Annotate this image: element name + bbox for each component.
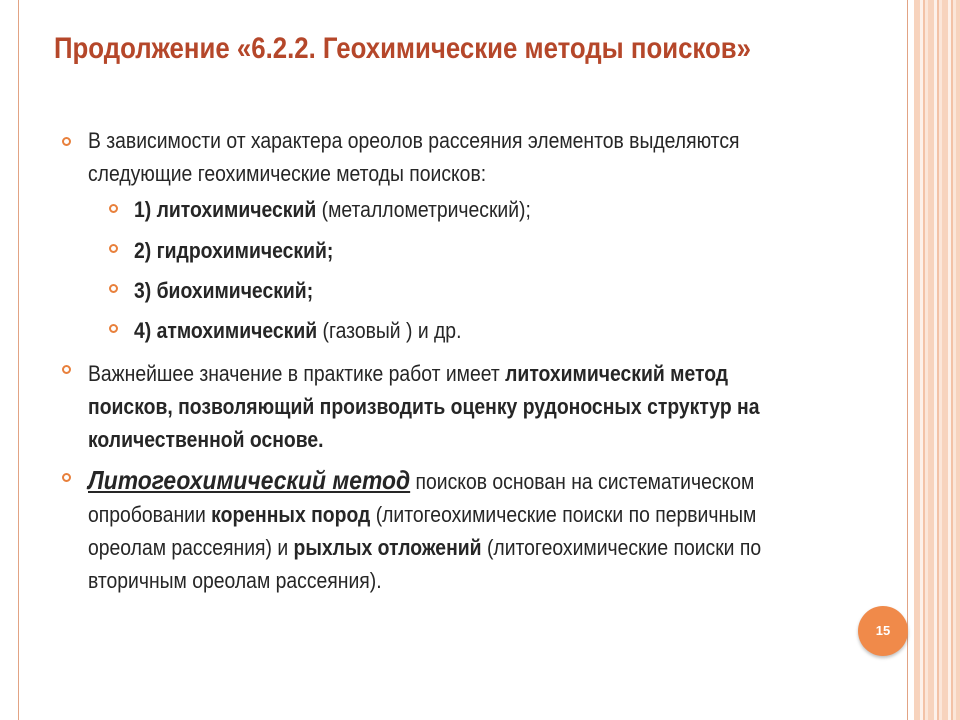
paragraph-text: ореолам рассеяния) и xyxy=(88,535,294,560)
method-note: (газовый ) и др. xyxy=(317,318,462,343)
method-note: (металлометрический); xyxy=(316,197,531,222)
paragraph-line: количественной основе. xyxy=(88,427,324,452)
method-name: 4) атмохимический xyxy=(134,318,318,343)
bullet-icon xyxy=(109,284,118,293)
paragraph-bold: коренных пород xyxy=(211,502,371,527)
method-item xyxy=(134,274,338,307)
paragraph-importance xyxy=(88,357,851,456)
paragraph-text: (литогеохимические поиски по первичным xyxy=(370,502,757,527)
bullet-icon xyxy=(109,324,118,333)
slide-number-badge: 15 xyxy=(858,606,908,656)
method-item xyxy=(134,314,506,347)
method-item xyxy=(134,193,585,226)
method-name: 3) биохимический; xyxy=(134,278,314,303)
slide-title: Продолжение «6.2.2. Геохимические методы поисков» xyxy=(54,32,751,65)
paragraph-line: следующие геохимические методы поисков: xyxy=(88,161,487,186)
method-item xyxy=(134,234,361,267)
paragraph-line: В зависимости от характера ореолов рассеяния элементов выделяются xyxy=(88,128,740,153)
bullet-icon xyxy=(62,473,71,482)
paragraph-text: Важнейшее значение в практике работ имеет xyxy=(88,361,506,386)
bullet-icon xyxy=(109,244,118,253)
paragraph-intro xyxy=(88,124,828,190)
term-highlight: Литогеохимический метод xyxy=(88,465,411,495)
paragraph-bold: рыхлых отложений xyxy=(293,535,482,560)
paragraph-line: вторичным ореолам рассеяния). xyxy=(88,568,382,593)
paragraph-line: поисков, позволяющий производить оценку рудоносных структур на xyxy=(88,394,760,419)
paragraph-bold: литохимический метод xyxy=(505,361,729,386)
bullet-icon xyxy=(109,204,118,213)
bullet-icon xyxy=(62,365,71,374)
bullet-icon xyxy=(62,137,71,146)
paragraph-text: опробовании xyxy=(88,502,212,527)
paragraph-method-description xyxy=(88,464,853,597)
method-name: 1) литохимический xyxy=(134,197,317,222)
paragraph-text: поисков основан на систематическом xyxy=(410,469,755,494)
paragraph-text: (литогеохимические поиски по xyxy=(481,535,762,560)
method-name: 2) гидрохимический; xyxy=(134,238,334,263)
